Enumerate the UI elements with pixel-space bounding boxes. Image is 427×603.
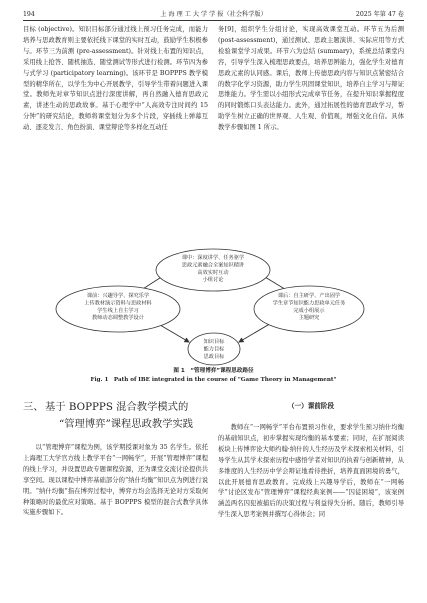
journal-name: 上 海 理 工 大 学 学 报（社会科学版） <box>160 11 267 18</box>
node-text-line: 思政目标 <box>203 353 225 360</box>
node-left-text <box>84 291 152 321</box>
node-text-line: 思政元素融合全案知识精讲 <box>181 262 245 269</box>
body-text-bottom-right <box>218 423 404 521</box>
diagram-node-right <box>254 286 364 332</box>
node-text-line: 能力目标 <box>203 346 225 353</box>
body-text-top-right <box>218 25 404 134</box>
teaching-path-diagram <box>23 247 404 367</box>
node-text-line: 课中：深度讲学、任务驱学 <box>181 255 245 261</box>
node-text-line: 知识目标 <box>203 339 225 345</box>
body-text-top-left <box>23 25 208 134</box>
section-heading <box>23 399 213 433</box>
node-text-line: 小组讨论 <box>202 277 224 284</box>
diagram-node-center <box>188 333 240 365</box>
node-text-line: 高效实时互动 <box>197 269 229 276</box>
issue-info: 2025 年第 47 卷 <box>355 11 404 18</box>
figure-caption-zh: 图 1 “管理博弈”课程思政路径 <box>173 368 254 374</box>
diagram-node-top <box>156 249 270 291</box>
paragraph: 教师在“一网畅学”平台布置预习作业，要求学生预习纳什均衡的基础知识点，初步掌握实现均衡的基本要素；同时，在扩展阅读板块上传博弈论大师约翰·纳什的人生经历及学术探索相关材料，引导学生从其学术探索历程中感悟学者对知识的执着与创新精神，从多维度的人生经历中学会辩证地看待挫折，培养直面困境的勇气，以此开展德育思政教育。完成线上兴趣导学后，教师在“一网畅学”讨论区发布“管理博弈”课程经典案例——“囚徒困境”，该案例涵盖两名囚犯被捕后的决策过程与利益得失分析。随后，教师引导学生深入思考案例并撰写心得体会；同 <box>218 424 404 519</box>
node-center-text <box>204 337 226 360</box>
paragraph: 务[9]，组织学生分组讨论，实现高效课堂互动。环节五为后测 (post-assessment)，通过测试、思政主题演讲、实际应用等方式检验课堂学习成果。环节六为总结 (summary)，系统总结课堂内容，引导学生深入梳理思政要点，培养思辨能力，强化学生对德育思政元素的认同感。课后，教师上传德思政内容与知识点紧密结合的数字化学习资源，助力学生巩固课堂知识，培养自主学习与辩证思维能力。学生需以小组形式完成章节任务，在提升知识掌握程度的同时锻炼口头表达能力。此外，通过拓展性的德育思政学习，帮助学生树立正确的世界观、人生观、价值观，增强文化自信。具体教学步骤如图 1 所示。 <box>218 26 404 132</box>
node-text-line: 学生线上自主学习 <box>97 307 139 314</box>
section-title-line2: “管理博弈”课程思政教学实践 <box>59 418 194 430</box>
node-text-line: 课前：兴趣导学、探究乐学 <box>86 293 150 299</box>
node-text-line: 课后：自主研学、产出固学 <box>277 293 341 299</box>
page-number: 194 <box>23 11 35 18</box>
running-header <box>23 9 404 21</box>
node-text-line: 主题研究 <box>298 315 320 322</box>
body-text-bottom-left <box>23 443 208 519</box>
diagram-node-left <box>56 286 180 332</box>
paragraph: 以“管理博弈”课程为例，该学期授课对象为 35 名学生。依托上海理工大学官方线上教学平台“一网畅学”，开展“管理博弈”课程的线上学习，并设置思政专题课程资源，还为课堂交流讨论提供共享空间。现以课程中博弈基础部分的“纳什均衡”知识点为例进行说明。“纳什均衡”指在博弈过程中，博弈方均会选择无论对方采取何种策略时的最优应对策略。基于 BOPPPS 模型的混合式教学具体实施步骤如下。 <box>23 444 208 517</box>
node-text-line: 教师动态调整教学设计 <box>92 315 144 322</box>
section-title-line1: 基于 BOPPPS 混合教学模式的 <box>45 401 189 413</box>
subsection-heading: （一）课前阶段 <box>287 402 335 410</box>
node-text-line: 上传教材演示资料与思政材料 <box>84 300 152 307</box>
node-text-line: 学生章节知识能力思政单元任务 <box>272 300 346 307</box>
section-number: 三、 <box>23 401 44 413</box>
paragraph: 目标 (objective)。知识目标部分通过线上预习任务完成，而能力培养与思政教育则主要依托线下课堂的实时互动，鼓励学生积极参与。环节三为前测 (pre-assessment)。针对线上布置的知识点，采用线上抢答、随机抽选、随堂测试等形式进行检测。环节四为参与式学习 (participatory learning)。该环节是 BOPPPS 教学模型的精华所在，以学生为中心开展教学，引导学生带着问题进入课堂。教师先对章节知识点进行深度讲解，再自然融入德育思政元素，讲述生动的思政故事。基于心理学中“人高效专注时间约 15 分钟”的研究结论，教师将课堂划分为多个片段，穿插线上弹幕互动、逐麦发言、角色扮演、课堂辩论等多样化互动任 <box>23 26 208 132</box>
figure-caption-en: Fig. 1 Path of IBE integrated in the course of "Game Theory in Management" <box>90 377 337 383</box>
node-text-line: 完成小组展示 <box>293 307 325 314</box>
